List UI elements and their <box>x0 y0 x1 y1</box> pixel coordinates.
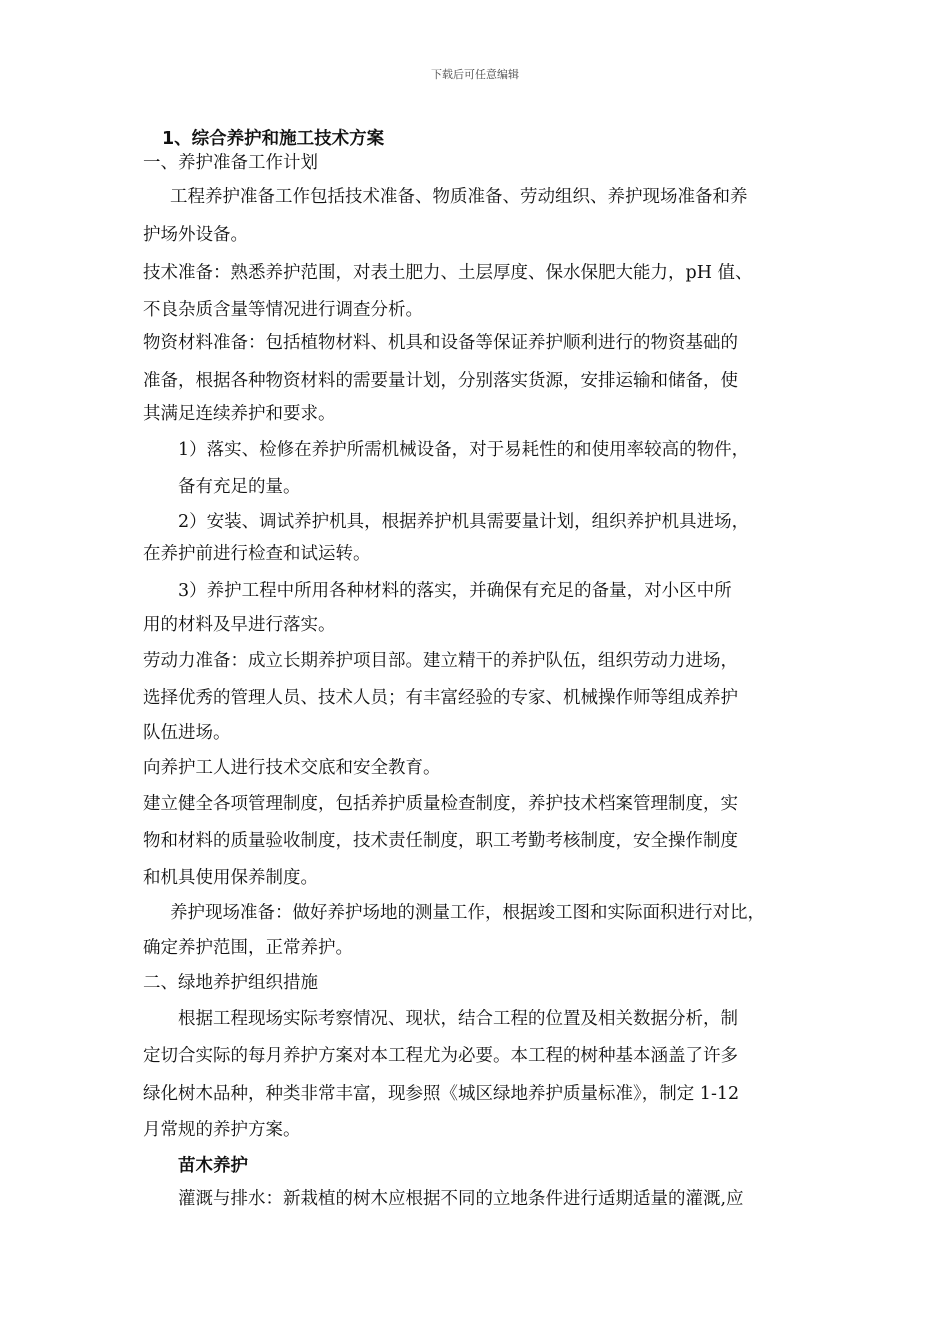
paragraph-line: 灌溉与排水：新栽植的树木应根据不同的立地条件进行适期适量的灌溉,应 <box>178 1189 744 1209</box>
paragraph-line: 物和材料的质量验收制度，技术责任制度，职工考勤考核制度，安全操作制度 <box>143 831 738 851</box>
heading-2: 二、绿地养护组织措施 <box>143 973 318 993</box>
paragraph-line: 确定养护范围，正常养护。 <box>143 938 353 958</box>
paragraph-line: 物资材料准备：包括植物材料、机具和设备等保证养护顺利进行的物资基础的 <box>143 333 738 353</box>
list-item: 3）养护工程中所用各种材料的落实，并确保有充足的备量，对小区中所 <box>178 581 732 601</box>
paragraph-line: 建立健全各项管理制度，包括养护质量检查制度，养护技术档案管理制度，实 <box>143 794 738 814</box>
paragraph-line: 选择优秀的管理人员、技术人员；有丰富经验的专家、机械操作师等组成养护 <box>143 688 738 708</box>
paragraph-line: 根据工程现场实际考察情况、现状，结合工程的位置及相关数据分析，制 <box>178 1009 738 1029</box>
paragraph-line: 不良杂质含量等情况进行调查分析。 <box>143 300 423 320</box>
paragraph-line: 养护现场准备：做好养护场地的测量工作，根据竣工图和实际面积进行对比， <box>170 903 765 923</box>
subheading: 苗木养护 <box>178 1156 248 1176</box>
paragraph-line: 护场外设备。 <box>143 225 248 245</box>
paragraph-line: 向养护工人进行技术交底和安全教育。 <box>143 758 441 778</box>
paragraph-line: 月常规的养护方案。 <box>143 1120 301 1140</box>
list-item: 2）安装、调试养护机具，根据养护机具需要量计划，组织养护机具进场， <box>178 512 750 532</box>
list-item: 备有充足的量。 <box>178 477 301 497</box>
list-item: 在养护前进行检查和试运转。 <box>143 544 371 564</box>
paragraph-line: 绿化树木品种，种类非常丰富，现参照《城区绿地养护质量标准》，制定 1-12 <box>143 1084 740 1104</box>
paragraph-line: 劳动力准备：成立长期养护项目部。建立精干的养护队伍，组织劳动力进场， <box>143 651 738 671</box>
paragraph-line: 准备，根据各种物资材料的需要量计划，分别落实货源，安排运输和储备，使 <box>143 371 738 391</box>
list-item: 用的材料及早进行落实。 <box>143 615 336 635</box>
paragraph-line: 工程养护准备工作包括技术准备、物质准备、劳动组织、养护现场准备和养 <box>170 187 748 207</box>
section-title: 1、综合养护和施工技术方案 <box>162 129 385 149</box>
heading-1: 一、养护准备工作计划 <box>143 153 318 173</box>
paragraph-line: 队伍进场。 <box>143 723 231 743</box>
list-item: 1）落实、检修在养护所需机械设备，对于易耗性的和使用率较高的物件， <box>178 440 750 460</box>
page-header: 下载后可任意编辑 <box>431 68 519 81</box>
paragraph-line: 和机具使用保养制度。 <box>143 868 318 888</box>
paragraph-line: 其满足连续养护和要求。 <box>143 404 336 424</box>
paragraph-line: 定切合实际的每月养护方案对本工程尤为必要。本工程的树种基本涵盖了许多 <box>143 1046 738 1066</box>
paragraph-line: 技术准备：熟悉养护范围，对表土肥力、土层厚度、保水保肥大能力，pH 值、 <box>143 263 753 283</box>
